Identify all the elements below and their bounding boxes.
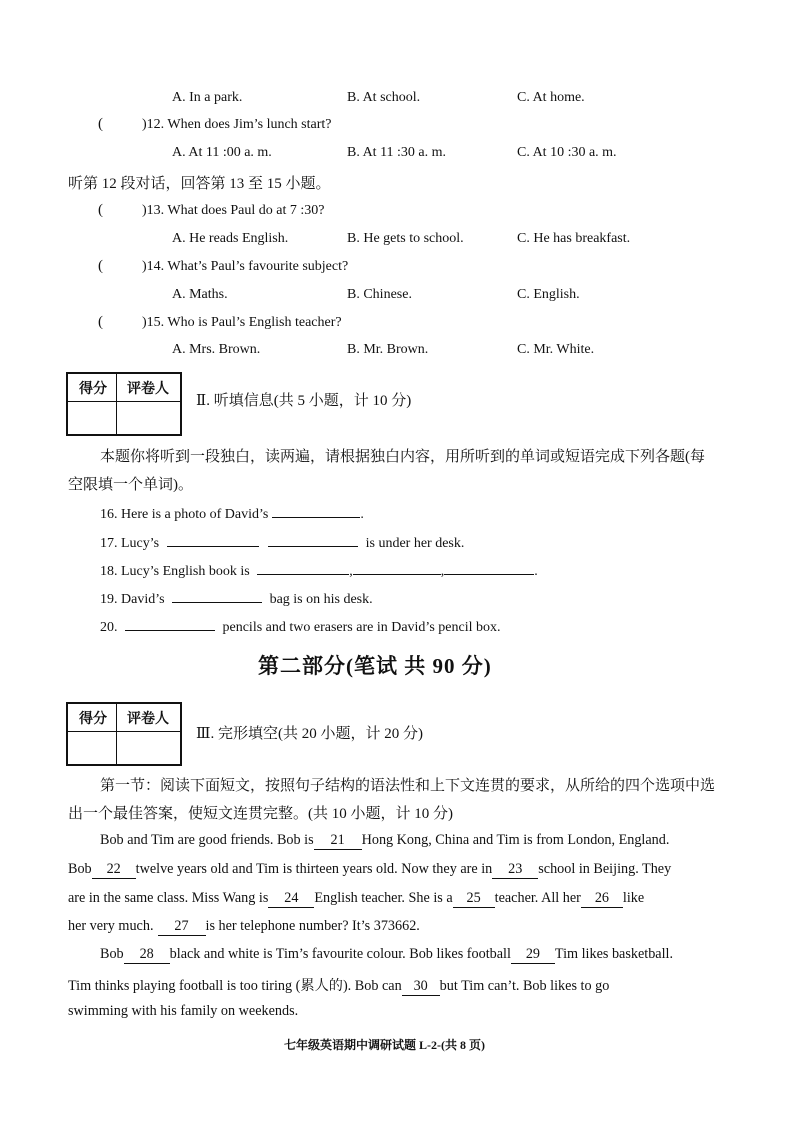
- passage-line: are in the same class. Miss Wang is 24 English teacher. She is a 25 teacher. All her 26 like: [68, 890, 645, 906]
- q18-blank-3[interactable]: [444, 560, 534, 575]
- passage-line: her very much. 27 is her telephone number? It’s 373662.: [68, 918, 420, 934]
- q12-bracket: (: [98, 116, 103, 132]
- passage-line: Bob and Tim are good friends. Bob is 21 Hong Kong, China and Tim is from London, England.: [100, 832, 670, 848]
- q19-blank[interactable]: [172, 588, 262, 603]
- blank-24[interactable]: 24: [268, 890, 314, 908]
- q15-question: )15. Who is Paul’s English teacher?: [142, 315, 342, 330]
- q17: 17. Lucy’s is under her desk.: [100, 532, 464, 552]
- q12-question: )12. When does Jim’s lunch start?: [142, 117, 332, 132]
- blank-21[interactable]: 21: [314, 832, 362, 850]
- q16: 16. Here is a photo of David’s .: [100, 503, 364, 523]
- q18-blank-1[interactable]: [257, 560, 349, 575]
- q19: 19. David’s bag is on his desk.: [100, 588, 373, 608]
- grader-label: 评卷人: [127, 382, 169, 397]
- part2-title: 第二部分(笔试 共 90 分): [258, 654, 492, 678]
- q13-bracket: (: [98, 202, 103, 218]
- q16-blank[interactable]: [272, 503, 360, 518]
- passage-line: Tim thinks playing football is too tiring (累人的). Bob can 30 but Tim can’t. Bob likes to go: [68, 978, 610, 994]
- q12-option-c: C. At 10 :30 a. m.: [517, 145, 617, 160]
- dialog12-intro: 听第 12 段对话，回答第 13 至 15 小题。: [68, 176, 331, 192]
- q20-blank[interactable]: [125, 616, 215, 631]
- score-label: 得分: [79, 712, 107, 727]
- blank-28[interactable]: 28: [124, 946, 170, 964]
- q11-option-c: C. At home.: [517, 90, 585, 105]
- q15-option-a: A. Mrs. Brown.: [172, 342, 261, 357]
- blank-25[interactable]: 25: [453, 890, 495, 908]
- section2-intro-line2: 空限填一个单词)。: [68, 477, 193, 493]
- q13-option-b: B. He gets to school.: [347, 231, 464, 246]
- passage-line: Bob 28 black and white is Tim’s favourite colour. Bob likes football 29 Tim likes basketball.: [100, 946, 674, 962]
- q12-option-b: B. At 11 :30 a. m.: [347, 145, 447, 160]
- q18: 18. Lucy’s English book is , , .: [100, 560, 538, 580]
- page-footer: 七年级英语期中调研试题 L-2-(共 8 页): [284, 1038, 485, 1052]
- blank-27[interactable]: 27: [158, 918, 206, 936]
- passage-line: swimming with his family on weekends.: [68, 1003, 299, 1019]
- section3-intro-line1: 第一节：阅读下面短文，按照句子结构的语法性和上下文连贯的要求，从所给的四个选项中选: [100, 778, 716, 794]
- blank-26[interactable]: 26: [581, 890, 623, 908]
- q18-blank-2[interactable]: [353, 560, 441, 575]
- score-box-section3: [66, 702, 182, 766]
- blank-23[interactable]: 23: [492, 861, 538, 879]
- blank-29[interactable]: 29: [511, 946, 555, 964]
- section2-title: Ⅱ. 听填信息(共 5 小题，计 10 分): [196, 393, 412, 409]
- q17-blank-1[interactable]: [167, 532, 259, 547]
- q14-bracket: (: [98, 258, 103, 274]
- q11-option-b: B. At school.: [347, 90, 421, 105]
- q14-option-b: B. Chinese.: [347, 287, 412, 302]
- q15-bracket: (: [98, 314, 103, 330]
- passage-line: Bob 22 twelve years old and Tim is thirteen years old. Now they are in 23 school in Beijing. They: [68, 861, 672, 877]
- section2-intro-line1: 本题你将听到一段独白，读两遍，请根据独白内容，用所听到的单词或短语完成下列各题(每: [100, 449, 705, 465]
- q14-option-a: A. Maths.: [172, 287, 228, 302]
- q15-option-b: B. Mr. Brown.: [347, 342, 429, 357]
- section3-title: Ⅲ. 完形填空(共 20 小题，计 20 分): [196, 726, 423, 742]
- q13-option-c: C. He has breakfast.: [517, 231, 631, 246]
- blank-30[interactable]: 30: [402, 978, 440, 996]
- score-label: 得分: [79, 382, 107, 397]
- section3-intro-line2: 出一个最佳答案，使短文连贯完整。(共 10 小题，计 10 分): [68, 806, 453, 822]
- grader-label: 评卷人: [127, 712, 169, 727]
- q14-option-c: C. English.: [517, 287, 580, 302]
- q15-option-c: C. Mr. White.: [517, 342, 595, 357]
- score-box-section2: [66, 372, 182, 436]
- q14-question: )14. What’s Paul’s favourite subject?: [142, 259, 349, 274]
- q11-option-a: A. In a park.: [172, 90, 243, 105]
- blank-22[interactable]: 22: [92, 861, 136, 879]
- q17-blank-2[interactable]: [268, 532, 358, 547]
- q13-option-a: A. He reads English.: [172, 231, 289, 246]
- q13-question: )13. What does Paul do at 7 :30?: [142, 203, 325, 218]
- q20: 20. pencils and two erasers are in David’s pencil box.: [100, 616, 500, 636]
- q12-option-a: A. At 11 :00 a. m.: [172, 145, 272, 160]
